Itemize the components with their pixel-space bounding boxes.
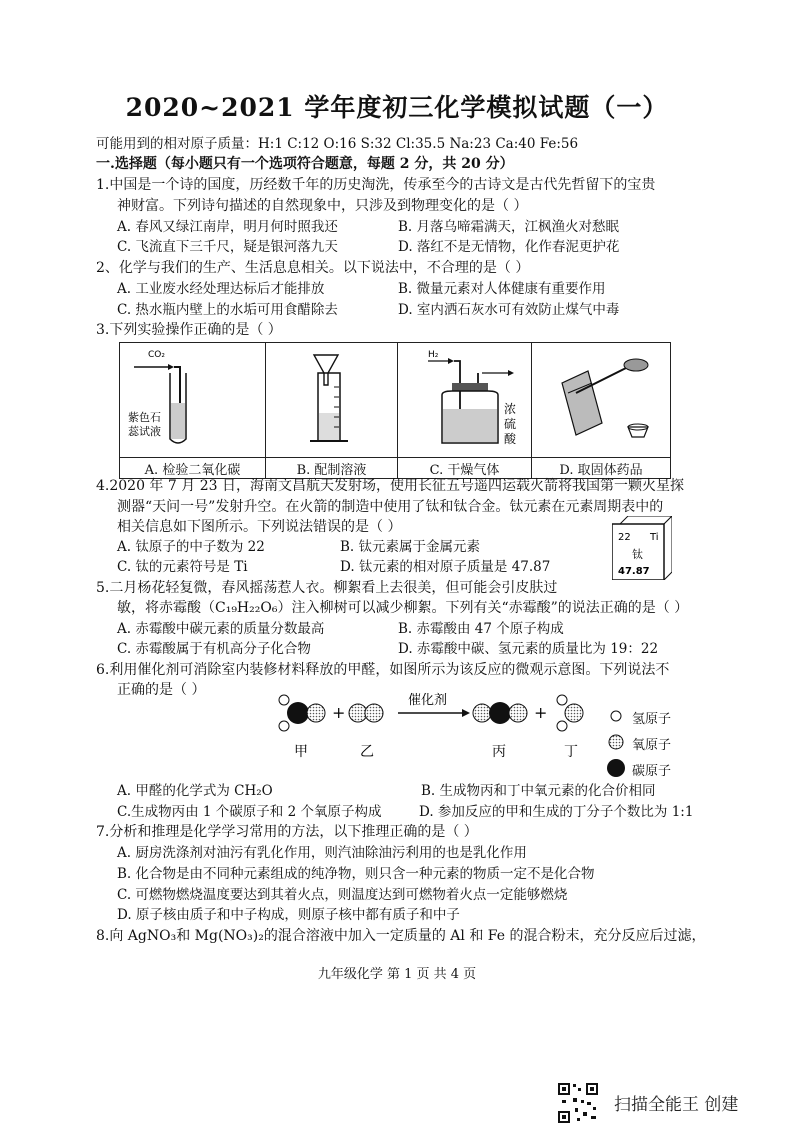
- atomic-masses: 可能用到的相对原子质量：H:1 C:12 O:16 S:32 Cl:35.5 Na:23 Ca:40 Fe:56: [96, 136, 579, 152]
- q6-option-b: B. 生成物丙和丁中氧元素的化合价相同: [421, 783, 656, 799]
- q1-stem-line2: 神财富。下列诗句描述的自然现象中，只涉及到物理变化的是（ ）: [117, 198, 528, 214]
- acid-label-2: 硫: [504, 417, 517, 431]
- ti-atomic-number: 22: [618, 532, 631, 543]
- carbon-atom-icon: [607, 759, 625, 777]
- q7-option-c: C. 可燃物燃烧温度要达到其着火点，则温度达到可燃物着火点一定能够燃烧: [117, 887, 568, 903]
- q2-option-c: C. 热水瓶内壁上的水垢可用食醋除去: [117, 302, 338, 318]
- q6-option-a: A. 甲醛的化学式为 CH₂O: [117, 783, 273, 799]
- q7-stem: 7.分析和推理是化学学习常用的方法，以下推理正确的是（ ）: [96, 824, 478, 840]
- q3-stem: 3.下列实验操作正确的是（ ）: [96, 322, 282, 338]
- molecule-oxygen: [349, 704, 383, 722]
- label-ding: 丁: [564, 744, 578, 760]
- q2-option-a: A. 工业废水经处理达标后才能排放: [117, 281, 325, 297]
- atom-legend-icons: [606, 708, 626, 778]
- q4-stem-line3: 相关信息如下图所示。下列说法错误的是（ ）: [117, 519, 402, 535]
- label-jia: 甲: [294, 744, 308, 760]
- q4-option-c: C. 钛的元素符号是 Ti: [117, 559, 248, 575]
- q5-option-b: B. 赤霉酸由 47 个原子构成: [398, 621, 564, 637]
- q3-figure-b: [266, 343, 398, 458]
- litmus-label-2: 蕊试液: [128, 425, 161, 438]
- q3-figure-c: [398, 343, 532, 458]
- acid-label-3: 酸: [504, 432, 517, 446]
- oxygen-atom-icon: [609, 735, 623, 749]
- q4-option-a: A. 钛原子的中子数为 22: [117, 539, 265, 555]
- q4-option-d: D. 钛元素的相对原子质量是 47.87: [340, 559, 551, 575]
- q3-option-d: D. 取固体药品: [532, 458, 671, 479]
- plus-sign-2: +: [534, 703, 548, 722]
- label-yi: 乙: [360, 744, 374, 760]
- titanium-element-cell: [612, 516, 672, 580]
- q8-stem: 8.向 AgNO₃和 Mg(NO₃)₂的混合溶液中加入一定质量的 Al 和 Fe 的混合粉末，充分反应后过滤，: [96, 928, 706, 944]
- q2-stem: 2、化学与我们的生产、生活息息相关。以下说法中，不合理的是（ ）: [96, 260, 530, 276]
- reaction-micro-diagram: [270, 688, 600, 778]
- page-footer: 九年级化学 第 1 页 共 4 页: [317, 967, 477, 982]
- molecule-formaldehyde: [279, 695, 325, 731]
- q1-option-c: C. 飞流直下三千尺，疑是银河落九天: [117, 239, 338, 255]
- gas-drying-bottle-figure: [398, 343, 531, 453]
- ti-atomic-mass: 47.87: [618, 566, 650, 577]
- q3-figure-d: [532, 343, 671, 458]
- ti-name: 钛: [632, 548, 643, 561]
- qr-code-icon: [557, 1082, 599, 1124]
- legend-hydrogen: 氢原子: [632, 712, 672, 727]
- ti-symbol: Ti: [650, 532, 659, 543]
- q7-option-a: A. 厨房洗涤剂对油污有乳化作用，则汽油除油污利用的也是乳化作用: [117, 845, 527, 861]
- q3-experiment-table: [119, 342, 671, 479]
- q1-option-b: B. 月落乌啼霜满天，江枫渔火对愁眠: [398, 219, 620, 235]
- catalyst-label: 催化剂: [408, 693, 448, 708]
- q2-option-b: B. 微量元素对人体健康有重要作用: [398, 281, 606, 297]
- molecule-carbon-dioxide: [473, 702, 527, 724]
- q4-stem-line1: 4.2020 年 7 月 23 日，海南文昌航天发射场，使用长征五号遥四运载火箭将我国第一颗火星探: [96, 478, 684, 494]
- q7-option-b: B. 化合物是由不同种元素组成的纯净物，则只含一种元素的物质一定不是化合物: [117, 866, 595, 882]
- h2-label: H₂: [428, 350, 439, 360]
- q5-option-c: C. 赤霉酸属于有机高分子化合物: [117, 641, 311, 657]
- q5-option-a: A. 赤霉酸中碳元素的质量分数最高: [117, 621, 325, 637]
- q1-stem-line1: 1.中国是一个诗的国度，历经数千年的历史淘洗，传承至今的古诗文是古代先哲留下的宝贵: [96, 177, 656, 193]
- q5-stem-line2: 敏，将赤霉酸（C₁₉H₂₂O₆）注入柳树可以减少柳絮。下列有关“赤霉酸”的说法正确的是（ ）: [117, 600, 689, 616]
- legend-oxygen: 氧原子: [632, 738, 672, 753]
- q5-option-d: D. 赤霉酸中碳、氢元素的质量比为 19：22: [398, 641, 659, 657]
- graduated-cylinder-figure: [266, 343, 397, 453]
- q3-option-b: B. 配制溶液: [266, 458, 398, 479]
- q6-stem-line2: 正确的是（ ）: [117, 682, 206, 698]
- solid-reagent-figure: [532, 343, 670, 453]
- q6-option-c: C.生成物丙由 1 个碳原子和 2 个氧原子构成: [117, 804, 382, 820]
- q3-option-c: C. 干燥气体: [398, 458, 532, 479]
- q2-option-d: D. 室内洒石灰水可有效防止煤气中毒: [398, 302, 620, 318]
- molecule-water: [557, 695, 583, 731]
- plus-sign-1: +: [332, 703, 346, 722]
- q4-stem-line2: 测器“天问一号”发射升空。在火箭的制造中使用了钛和钛合金。钛元素在元素周期表中的: [117, 499, 664, 515]
- co2-label: CO₂: [148, 350, 165, 360]
- q1-option-a: A. 春风又绿江南岸，明月何时照我还: [117, 219, 338, 235]
- q7-option-d: D. 原子核由质子和中子构成，则原子核中都有质子和中子: [117, 907, 460, 923]
- section-heading: 一.选择题（每小题只有一个选项符合题意，每题 2 分，共 20 分）: [96, 156, 514, 172]
- q5-stem-line1: 5.二月杨花轻复微，春风摇荡惹人衣。柳絮看上去很美，但可能会引皮肤过: [96, 580, 558, 596]
- litmus-label-1: 紫色石: [128, 411, 161, 424]
- q3-option-a: A. 检验二氧化碳: [120, 458, 266, 479]
- scanner-watermark: 扫描全能王 创建: [614, 1095, 739, 1115]
- q3-figure-a: [120, 343, 266, 458]
- q1-option-d: D. 落红不是无情物，化作春泥更护花: [398, 239, 620, 255]
- co2-test-tube-figure: [120, 343, 265, 453]
- acid-label-1: 浓: [504, 402, 517, 416]
- q4-option-b: B. 钛元素属于金属元素: [340, 539, 481, 555]
- label-bing: 丙: [492, 744, 506, 760]
- legend-carbon: 碳原子: [632, 764, 672, 779]
- q6-stem-line1: 6.利用催化剂可消除室内装修材料释放的甲醛，如图所示为该反应的微观示意图。下列说法不: [96, 662, 670, 678]
- q6-option-d: D. 参加反应的甲和生成的丁分子个数比为 1:1: [419, 804, 694, 820]
- hydrogen-atom-icon: [611, 711, 621, 721]
- page-title: 2020~2021 学年度初三化学模拟试题（一）: [125, 93, 669, 122]
